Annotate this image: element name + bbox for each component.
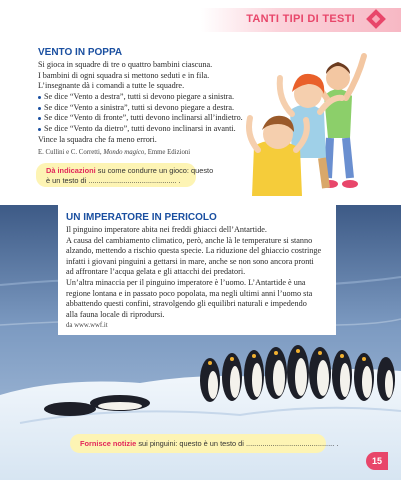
source-book-title: Mondo magico	[103, 149, 145, 156]
rules-list	[38, 92, 243, 134]
article-line: regione lontana e in passato poco popolata, ma negli ultimi anni l’uomo sta	[66, 288, 313, 298]
task-lead: Dà indicazioni	[46, 166, 96, 175]
game-intro	[38, 60, 212, 92]
task-lead: Fornisce notizie	[80, 439, 137, 448]
task-rest: sui pinguini: questo è un testo di ........................................... .	[136, 439, 339, 448]
article-line: alzando, mettendo a rischio questa specie. La riduzione del ghiaccio costringe	[66, 246, 322, 256]
children-illustration	[246, 38, 376, 196]
task-box-1	[36, 163, 214, 187]
section-title-imperatore: UN IMPERATORE IN PERICOLO	[66, 212, 217, 223]
intro-line: L’insegnante dà i comandi a tutte le squadre.	[38, 81, 185, 91]
chapter-title: TANTI TIPI DI TESTI	[246, 13, 355, 25]
source-citation	[38, 149, 190, 156]
task-box-2	[70, 434, 339, 453]
task-line1: su come condurre un gioco: questo	[95, 166, 214, 175]
article-line: infatti i giovani pinguini a gettarsi in mare, anche se non sono ancora pronti	[66, 256, 314, 266]
article-line: alla fauna locale di riprodursi.	[66, 309, 165, 319]
article-line: Un’altra minaccia per il pinguino imperatore è l’uomo. L’Antartide è una	[66, 277, 306, 287]
intro-line: Si gioca in squadre di tre o quattro bambini ciascuna.	[38, 60, 213, 69]
rule-item: Se dice “Vento da dietro”, tutti devono inclinarsi in avanti.	[38, 124, 243, 135]
intro-line: I bambini di ogni squadra si mettono seduti e in fila.	[38, 70, 210, 80]
section-title-vento: VENTO IN POPPA	[38, 47, 123, 58]
source-authors: E. Cullini e C. Corretti,	[38, 149, 102, 156]
article-line: abbattendo questi confini, stravolgendo gli equilibri naturali e impedendo	[66, 299, 307, 309]
article-line: A causa del cambiamento climatico, però, anche là le temperature si stanno	[66, 235, 313, 245]
rule-item: Se dice “Vento a destra”, tutti si devono piegare a sinistra.	[38, 92, 243, 103]
source-publisher: , Emme Edizioni	[144, 149, 191, 156]
penguin-article	[66, 225, 336, 320]
article-line: Il pinguino imperatore abita nei freddi ghiacci dell’Antartide.	[66, 225, 267, 234]
rule-item: Se dice “Vento a sinistra”, tutti si devono piegare a destra.	[38, 103, 243, 114]
article-source: da www.wwf.it	[66, 322, 108, 329]
task-line2: è un testo di ........................................... .	[46, 176, 181, 185]
page-number: 15	[366, 452, 388, 470]
game-closing: Vince la squadra che fa meno errori.	[38, 135, 157, 144]
article-line: ad affrontare l’acqua gelata e gli attacchi dei predatori.	[66, 267, 246, 277]
rule-item: Se dice “Vento di fronte”, tutti devono inclinarsi all’indietro.	[38, 113, 243, 124]
